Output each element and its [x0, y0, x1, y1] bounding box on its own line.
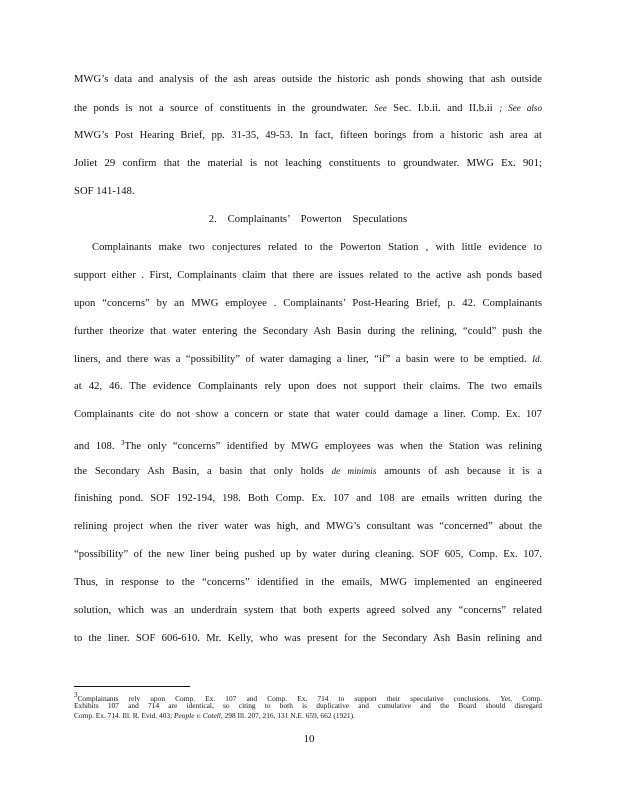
body-line: and 108. $^3$The only “concerns” identified by MWG employees was when the Station was relining	[74, 439, 542, 452]
body-line: support either . First, Complainants claim that there are issues related to the active ash ponds based	[74, 270, 542, 281]
footnote-line: Exhibits 107 and 714 are identical, so citing to both is duplicative and cumulative and the Board should disregard	[74, 701, 542, 710]
case-name: People v. Cotell	[174, 711, 221, 720]
footnote-line: Comp. Ex. 714. Ill. R. Evid. 403; People v. Cotell, 298 Ill. 207, 216, 131 N.E. 659, 662 (1921).	[74, 711, 355, 720]
body-line: Thus, in response to the “concerns” identified in the emails, MWG implemented an engineered	[74, 577, 542, 588]
footnote-divider	[74, 686, 190, 687]
body-line: at 42, 46. The evidence Complainants rely upon does not support their claims. The two emails	[74, 381, 542, 392]
body-line: liners, and there was a “possibility” of water damaging a liner, “if” a basin were to be emptied. Id.	[74, 354, 542, 365]
citation-signal: Id.	[532, 354, 542, 364]
body-line: Complainants make two conjectures related to the Powerton Station , with little evidence to	[92, 242, 542, 253]
footnote-marker[interactable]: 3	[120, 439, 125, 447]
citation-signal: See	[374, 103, 387, 113]
latin-term: de minimis	[331, 466, 377, 476]
body-line: the ponds is not a source of constituents in the groundwater. See Sec. I.b.ii. and II.b.ii ; See also	[74, 103, 543, 114]
body-line: “possibility” of the new liner being pushed up by water during cleaning. SOF 605, Comp. Ex. 107.	[74, 549, 542, 560]
citation-signal: ; See also	[499, 103, 543, 113]
body-line: the Secondary Ash Basin, a basin that only holds de minimis amounts of ash because it is a	[74, 466, 543, 477]
body-line: further theorize that water entering the Secondary Ash Basin during the relining, “could” push the	[74, 326, 542, 337]
body-line: Complainants cite do not show a concern or state that water could damage a liner. Comp. Ex. 107	[74, 409, 542, 420]
body-line: Joliet 29 confirm that the material is not leaching constituents to groundwater. MWG Ex. 901;	[74, 158, 542, 169]
section-heading: 2. Complainants’ Powerton Speculations	[208, 214, 408, 225]
footnote-line: 3Complainants rely upon Comp. Ex. 107 and Comp. Ex. 714 to support their speculative conclusions. Yet, Comp.	[74, 691, 542, 703]
body-line: MWG’s Post Hearing Brief, pp. 31-35, 49-53. In fact, fifteen borings from a historic ash area at	[74, 130, 542, 141]
body-line: finishing pond. SOF 192-194, 198. Both Comp. Ex. 107 and 108 are emails written during the	[74, 493, 542, 504]
body-line: solution, which was an underdrain system that both experts agreed solved any “concerns” related	[74, 605, 542, 616]
body-line: upon “concerns” by an MWG employee . Complainants’ Post-Hearing Brief, p. 42. Complainants	[74, 298, 542, 309]
body-line: SOF 141-148.	[74, 186, 135, 197]
body-line: MWG’s data and analysis of the ash areas outside the historic ash ponds showing that ash outside	[74, 74, 542, 85]
body-line: to the liner. SOF 606-610. Mr. Kelly, who was present for the Secondary Ash Basin relining and	[74, 633, 542, 644]
footnote-marker: 3	[74, 691, 78, 699]
body-line: relining project when the river water was high, and MWG’s consultant was “concerned” about the	[74, 521, 542, 532]
page-number: 10	[303, 733, 315, 745]
